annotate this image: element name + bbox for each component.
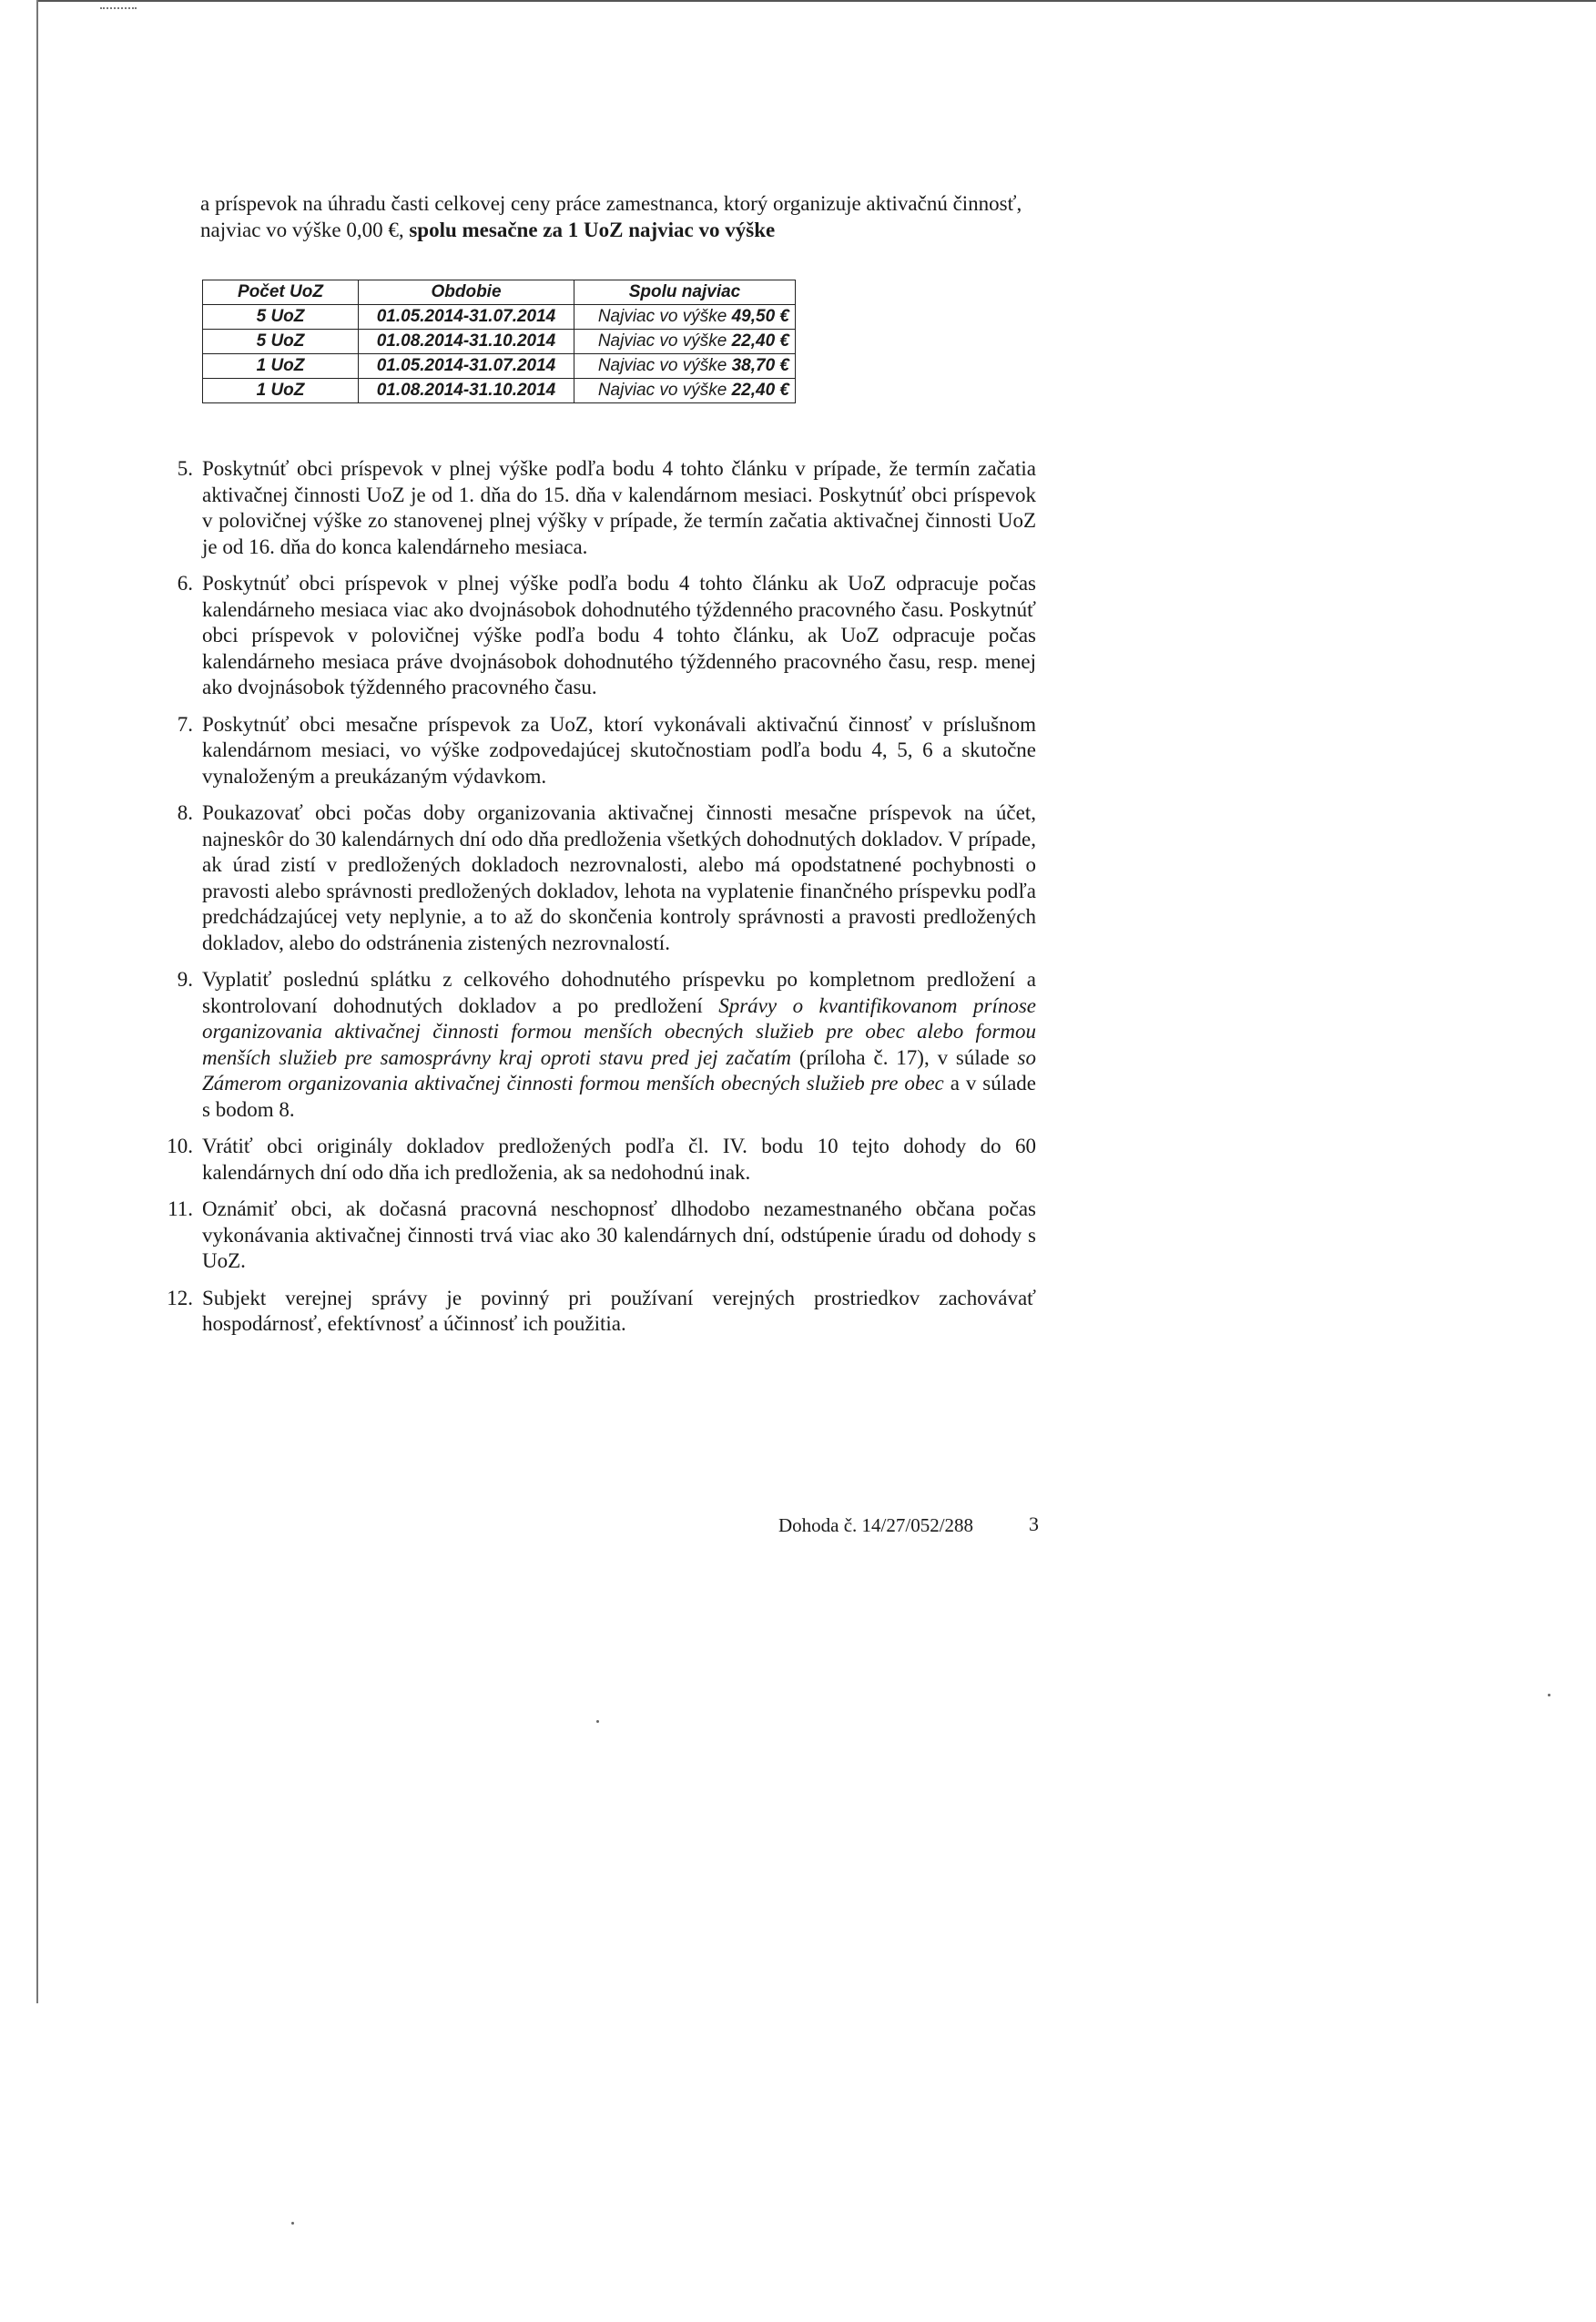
header-period: Obdobie — [359, 280, 574, 305]
point-number: 10. — [167, 1135, 193, 1157]
left-scan-border — [36, 0, 38, 2003]
cell-total-prefix: Najviac vo výške — [597, 356, 732, 375]
cell-total — [574, 379, 796, 403]
table-row — [203, 354, 796, 379]
cell-count: 1 UoZ — [203, 354, 359, 379]
list-item — [177, 967, 1037, 1123]
point-text: Oznámiť obci, ak dočasná pracovná neschopnosť dlhodobo nezamestnaného občana počas vykonávania aktivačnej činnosti trvá viac ako 30 kalendárnych dní, odstúpenie úradu od dohody s UoZ. — [202, 1197, 1036, 1272]
point-text: Vyplatiť poslednú splátku z celkového dohodnutého príspevku po kompletnom predložení a skontrolovaní dohodnutých dokladov a po predložení — [202, 968, 1036, 1017]
point-number: 5. — [177, 457, 193, 480]
cell-period: 01.05.2014-31.07.2014 — [359, 305, 574, 330]
contribution-table — [202, 280, 796, 403]
point-text: Subjekt verejnej správy je povinný pri používaní verejných prostriedkov zachovávať hospodárnosť, efektívnosť a účinnosť ich použitia. — [202, 1286, 1036, 1335]
point-number: 12. — [167, 1286, 193, 1309]
numbered-points — [167, 456, 1037, 1338]
scan-speck — [596, 1720, 599, 1723]
list-item — [177, 800, 1036, 956]
point-text: Poskytnúť obci príspevok v plnej výške podľa bodu 4 tohto článku ak UoZ odpracuje počas kalendárneho mesiaca viac ako dvojnásobok dohodnutého týždenného pracovného času. Poskytnúť obci príspevok v polovičnej výške podľa bodu 4 tohto článku, ak UoZ odpracuje počas kalendárneho mesiaca práve dvojnásobok dohodnutého týždenného pracovného času, resp. menej ako dvojnásobok týždenného pracovného času. — [202, 572, 1036, 698]
cell-total — [574, 354, 796, 379]
agreement-reference: Dohoda č. 14/27/052/288 — [778, 1514, 974, 1536]
document-body — [167, 191, 1037, 1349]
list-item — [177, 712, 1036, 790]
cell-total-amount: 49,50 € — [731, 307, 789, 326]
page-number: 3 — [1029, 1512, 1039, 1535]
table-row — [203, 379, 796, 403]
table-header-row — [203, 280, 796, 305]
scan-speck — [1548, 1694, 1550, 1696]
cell-count: 1 UoZ — [203, 379, 359, 403]
top-scan-border — [36, 0, 1596, 2]
intro-paragraph — [198, 191, 1036, 243]
table-row — [203, 330, 796, 354]
cell-total-amount: 22,40 € — [731, 331, 789, 351]
intro-text: a príspevok na úhradu časti celkovej ceny práce zamestnanca, ktorý organizuje aktivačnú činnosť, najviac vo výške 0,00 €, — [200, 192, 1022, 241]
point-number: 11. — [168, 1197, 193, 1220]
list-item — [177, 456, 1036, 560]
list-item — [167, 1286, 1036, 1338]
point-number: 7. — [177, 712, 193, 736]
point-text-italic: so Zámerom organizovania aktivačnej činnosti formou menších obecných služieb pre obec — [202, 1045, 1036, 1095]
scan-speck — [291, 2222, 294, 2225]
scan-mark — [100, 7, 137, 9]
cell-period: 01.08.2014-31.10.2014 — [359, 330, 574, 354]
point-text: (príloha č. 17), v súlade — [790, 1045, 1018, 1069]
intro-text-bold: spolu mesačne za 1 UoZ najviac vo výške — [409, 218, 776, 241]
point-text-italic: Správy o kvantifikovanom prínose organizovania aktivačnej činnosti formou menších obecných služieb pre obec alebo formou menších služieb pre samosprávny kraj oproti stavu pred jej začatím — [202, 993, 1036, 1069]
cell-total — [574, 330, 796, 354]
point-text: Poukazovať obci počas doby organizovania aktivačnej činnosti mesačne príspevok na účet, najneskôr do 30 kalendárnych dní odo dňa predloženia všetkých dohodnutých dokladov. V prípade, ak úrad zistí v predložených dokladoch nezrovnalosti, alebo má opodstatnené pochybnosti o pravosti alebo správnosti predložených dokladov, lehota na vyplatenie finančného príspevku podľa predchádzajúcej vety neplynie, a to až do skončenia kontroly správnosti a pravosti predložených dokladov, alebo do odstránenia zistených nezrovnalostí. — [202, 801, 1036, 954]
cell-total-prefix: Najviac vo výške — [597, 307, 732, 326]
cell-period: 01.05.2014-31.07.2014 — [359, 354, 574, 379]
point-text: Vrátiť obci originály dokladov predložených podľa čl. IV. bodu 10 tejto dohody do 60 kalendárnych dní odo dňa ich predloženia, ak sa nedohodnú inak. — [202, 1135, 1036, 1184]
point-number: 9. — [177, 968, 193, 991]
header-count: Počet UoZ — [203, 280, 359, 305]
cell-total-amount: 22,40 € — [731, 381, 789, 400]
cell-total — [574, 305, 796, 330]
list-item — [177, 571, 1036, 701]
cell-total-prefix: Najviac vo výške — [597, 381, 732, 400]
point-text: Poskytnúť obci príspevok v plnej výške podľa bodu 4 tohto článku v prípade, že termín začatia aktivačnej činnosti UoZ je od 1. dňa do 15. dňa v kalendárnom mesiaci. Poskytnúť obci príspevok v polovičnej výške zo stanovenej plnej výšky v prípade, že termín začatia aktivačnej činnosti UoZ je od 16. dňa do konca kalendárneho mesiaca. — [202, 457, 1036, 558]
point-number: 6. — [177, 572, 193, 595]
cell-total-amount: 38,70 € — [731, 356, 789, 375]
point-number: 8. — [177, 801, 193, 824]
table-row — [203, 305, 796, 330]
point-text: a v súlade s bodom 8. — [202, 1072, 1037, 1121]
list-item — [168, 1197, 1036, 1275]
point-text: Poskytnúť obci mesačne príspevok za UoZ, ktorí vykonávali aktivačnú činnosť v príslušnom kalendárnom mesiaci, vo výške zodpovedajúcej skutočnostiam podľa bodu 4, 5, 6 a skutočne vynaloženým a preukázaným výdavkom. — [202, 712, 1036, 788]
cell-period: 01.08.2014-31.10.2014 — [359, 379, 574, 403]
header-total: Spolu najviac — [574, 280, 796, 305]
list-item — [167, 1134, 1036, 1186]
cell-total-prefix: Najviac vo výške — [597, 331, 732, 351]
cell-count: 5 UoZ — [203, 330, 359, 354]
cell-count: 5 UoZ — [203, 305, 359, 330]
